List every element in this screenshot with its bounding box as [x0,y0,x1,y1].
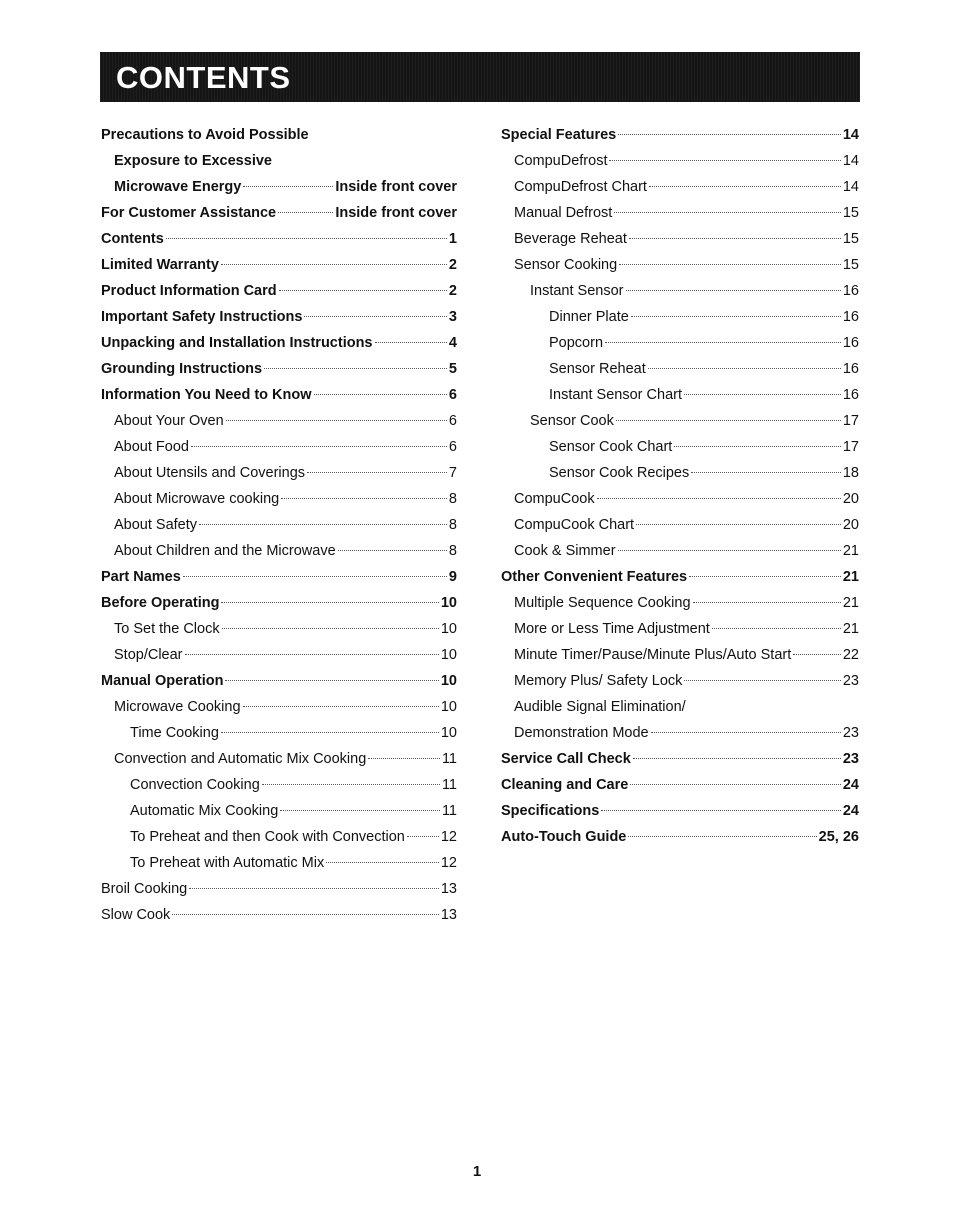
toc-entry-title: Sensor Reheat [549,361,646,377]
toc-entry-title: Beverage Reheat [514,231,627,247]
toc-entry [101,720,457,746]
toc-entry [101,642,457,668]
toc-entry-page: 3 [448,309,457,325]
toc-entry-title: About Safety [114,517,198,533]
toc-entry [501,408,859,434]
dot-leader [221,732,439,733]
dot-leader [278,212,333,213]
toc-entry-page: 20 [842,491,859,507]
toc-entry-page: 8 [448,543,457,559]
toc-entry-page: 15 [842,231,859,247]
toc-entry [501,616,859,642]
dot-leader [368,758,440,759]
toc-entry [501,122,859,148]
dot-leader [281,498,447,499]
toc-column-right [501,122,859,850]
dot-leader [407,836,439,837]
dot-leader [689,576,841,577]
toc-entry-page: 5 [448,361,457,377]
dot-leader [307,472,447,473]
toc-entry [101,148,457,174]
toc-entry [101,460,457,486]
toc-entry-title: Cleaning and Care [501,777,629,793]
toc-entry-page: Inside front cover [335,205,457,221]
toc-entry-title: About Food [114,439,189,455]
toc-entry-page: 13 [440,881,457,897]
toc-entry-page: 14 [842,127,859,143]
toc-entry-page: 10 [440,673,457,689]
toc-entry-page: 15 [842,257,859,273]
toc-entry-title: Contents [101,231,164,247]
toc-entry-page: 18 [842,465,859,481]
toc-entry-page: 12 [440,855,457,871]
dot-leader [191,446,447,447]
toc-entry-page: 21 [842,595,859,611]
toc-entry [501,148,859,174]
toc-entry [501,642,859,668]
toc-entry [101,512,457,538]
toc-entry [501,746,859,772]
toc-entry-title: Sensor Cook Chart [549,439,673,455]
dot-leader [609,160,840,161]
toc-entry-page: 25, 26 [818,829,859,845]
toc-entry [501,590,859,616]
page-number: 1 [472,1163,482,1180]
toc-entry-title: Instant Sensor Chart [549,387,682,403]
toc-entry-title: Stop/Clear [114,647,183,663]
toc-entry-page: 21 [842,543,859,559]
dot-leader [280,810,440,811]
toc-entry-title: Minute Timer/Pause/Minute Plus/Auto Start [514,647,792,663]
toc-entry-title: CompuDefrost [514,153,608,169]
dot-leader [626,290,841,291]
toc-entry-page: 9 [448,569,457,585]
toc-entry-title: Convection and Automatic Mix Cooking [114,751,367,767]
toc-entry [101,278,457,304]
toc-entry-page: 1 [448,231,457,247]
toc-entry-page: 6 [448,387,457,403]
toc-entry-page: 8 [448,491,457,507]
dot-leader [375,342,447,343]
toc-entry [501,824,859,850]
toc-entry-title: For Customer Assistance [101,205,277,221]
toc-entry-title: Audible Signal Elimination/ [514,699,686,715]
dot-leader [636,524,841,525]
toc-entry-title: Instant Sensor [530,283,624,299]
toc-entry-page: 14 [842,153,859,169]
dot-leader [691,472,841,473]
dot-leader [605,342,841,343]
toc-entry-page: 24 [842,803,859,819]
toc-entry-page: 16 [842,309,859,325]
toc-entry [501,694,859,720]
dot-leader [172,914,439,915]
dot-leader [183,576,447,577]
toc-entry-page: 17 [842,439,859,455]
toc-entry-page: 12 [440,829,457,845]
toc-entry [101,200,457,226]
toc-entry-title: Specifications [501,803,600,819]
toc-entry-page: 6 [448,439,457,455]
toc-entry-page: 2 [448,257,457,273]
dot-leader [674,446,841,447]
toc-entry-title: CompuDefrost Chart [514,179,647,195]
toc-entry [101,382,457,408]
toc-entry-title: More or Less Time Adjustment [514,621,710,637]
toc-entry [501,330,859,356]
toc-entry-page: 21 [842,569,859,585]
dot-leader [614,212,841,213]
toc-entry-title: Microwave Cooking [114,699,241,715]
toc-entry-page: 16 [842,361,859,377]
toc-entry-title: About Utensils and Coverings [114,465,306,481]
dot-leader [693,602,841,603]
toc-entry-page: 24 [842,777,859,793]
toc-column-left [101,122,457,928]
toc-entry [101,356,457,382]
dot-leader [243,706,439,707]
toc-entry [501,356,859,382]
toc-entry [101,486,457,512]
dot-leader [649,186,841,187]
toc-entry [101,824,457,850]
toc-entry [101,772,457,798]
toc-entry-page: 17 [842,413,859,429]
toc-entry-title: Automatic Mix Cooking [130,803,279,819]
toc-entry [101,122,457,148]
dot-leader [221,602,438,603]
dot-leader [189,888,439,889]
toc-entry-title: CompuCook Chart [514,517,635,533]
dot-leader [684,394,841,395]
toc-entry-title: Product Information Card [101,283,277,299]
dot-leader [279,290,447,291]
toc-entry-title: Cook & Simmer [514,543,616,559]
toc-entry-page: 10 [440,647,457,663]
toc-entry-title: About Microwave cooking [114,491,280,507]
toc-entry-title: Manual Defrost [514,205,613,221]
toc-entry [501,720,859,746]
toc-entry [101,408,457,434]
toc-entry [101,564,457,590]
toc-entry-page: 21 [842,621,859,637]
dot-leader [712,628,841,629]
dot-leader [628,836,816,837]
toc-entry-title: Convection Cooking [130,777,260,793]
toc-entry-title: About Your Oven [114,413,224,429]
toc-entry-title: Demonstration Mode [514,725,649,741]
toc-entry [101,226,457,252]
toc-entry-page: 20 [842,517,859,533]
toc-entry-title: To Set the Clock [114,621,220,637]
dot-leader [225,680,438,681]
toc-entry-page: 8 [448,517,457,533]
toc-entry [101,434,457,460]
toc-entry-title: Precautions to Avoid Possible [101,127,309,143]
toc-entry [501,278,859,304]
toc-entry [101,694,457,720]
contents-banner [100,52,860,102]
dot-leader [630,784,841,785]
dot-leader [166,238,447,239]
dot-leader [616,420,841,421]
toc-entry [101,330,457,356]
toc-entry [101,304,457,330]
toc-entry [101,902,457,928]
toc-entry [101,616,457,642]
dot-leader [793,654,841,655]
toc-entry-page: 7 [448,465,457,481]
toc-entry-page: 22 [842,647,859,663]
toc-entry-page: 11 [441,803,457,819]
toc-entry [501,434,859,460]
toc-entry-page: Inside front cover [335,179,457,195]
dot-leader [618,550,841,551]
dot-leader [651,732,841,733]
toc-entry [101,174,457,200]
toc-entry-title: Part Names [101,569,181,585]
dot-leader [629,238,841,239]
toc-entry-title: Broil Cooking [101,881,188,897]
dot-leader [631,316,841,317]
toc-entry [501,460,859,486]
toc-entry-page: 10 [440,725,457,741]
toc-entry-title: Sensor Cook Recipes [549,465,690,481]
toc-entry [101,538,457,564]
toc-entry-page: 6 [448,413,457,429]
toc-entry-title: Sensor Cooking [514,257,618,273]
toc-entry-title: Auto-Touch Guide [501,829,627,845]
dot-leader [185,654,439,655]
toc-entry [501,486,859,512]
toc-entry-page: 16 [842,335,859,351]
dot-leader [262,784,440,785]
toc-entry [501,564,859,590]
toc-entry [501,798,859,824]
toc-entry-page: 10 [440,621,457,637]
toc-entry-title: Microwave Energy [114,179,242,195]
toc-entry [101,850,457,876]
toc-entry [101,798,457,824]
toc-entry [501,512,859,538]
dot-leader [243,186,333,187]
toc-entry [101,590,457,616]
toc-entry-title: Information You Need to Know [101,387,312,403]
dot-leader [619,264,841,265]
toc-entry-title: Memory Plus/ Safety Lock [514,673,683,689]
toc-entry-page: 10 [440,699,457,715]
toc-entry-title: Slow Cook [101,907,171,923]
toc-entry-title: To Preheat with Automatic Mix [130,855,325,871]
toc-entry-title: Exposure to Excessive [114,153,272,169]
toc-entry [501,226,859,252]
toc-entry [101,668,457,694]
toc-entry-page: 23 [842,751,859,767]
dot-leader [264,368,447,369]
toc-entry-page: 2 [448,283,457,299]
toc-entry [101,876,457,902]
toc-entry [501,668,859,694]
toc-entry-page: 11 [441,777,457,793]
dot-leader [633,758,841,759]
toc-entry-page: 23 [842,673,859,689]
toc-entry-page: 16 [842,283,859,299]
dot-leader [199,524,447,525]
toc-entry [501,174,859,200]
toc-entry-page: 10 [440,595,457,611]
dot-leader [314,394,447,395]
toc-entry [501,538,859,564]
toc-entry-title: Other Convenient Features [501,569,688,585]
dot-leader [684,680,840,681]
dot-leader [326,862,439,863]
toc-entry-page: 13 [440,907,457,923]
toc-entry-title: Grounding Instructions [101,361,263,377]
page-title: CONTENTS [116,60,291,95]
toc-entry [501,304,859,330]
dot-leader [222,628,439,629]
toc-entry-page: 23 [842,725,859,741]
toc-entry-title: About Children and the Microwave [114,543,336,559]
dot-leader [648,368,841,369]
toc-entry-title: Dinner Plate [549,309,629,325]
toc-entry-title: Time Cooking [130,725,219,741]
toc-entry-title: Unpacking and Installation Instructions [101,335,373,351]
dot-leader [221,264,447,265]
toc-entry [101,252,457,278]
toc-entry [501,200,859,226]
toc-entry [501,252,859,278]
toc-entry-title: To Preheat and then Cook with Convection [130,829,405,845]
dot-leader [226,420,447,421]
toc-entry [501,772,859,798]
toc-entry-title: Manual Operation [101,673,224,689]
toc-entry-page: 11 [441,751,457,767]
toc-entry-title: Special Features [501,127,617,143]
toc-entry-page: 4 [448,335,457,351]
toc-entry-title: Popcorn [549,335,604,351]
dot-leader [338,550,447,551]
toc-entry-title: Before Operating [101,595,220,611]
dot-leader [304,316,447,317]
toc-entry-page: 14 [842,179,859,195]
toc-entry-title: Service Call Check [501,751,631,767]
toc-entry-title: Multiple Sequence Cooking [514,595,691,611]
toc-entry-title: Limited Warranty [101,257,219,273]
toc-entry [101,746,457,772]
toc-entry-page: 15 [842,205,859,221]
dot-leader [618,134,841,135]
toc-entry [501,382,859,408]
toc-entry-title: Important Safety Instructions [101,309,303,325]
dot-leader [597,498,841,499]
dot-leader [601,810,841,811]
toc-entry-title: Sensor Cook [530,413,614,429]
toc-entry-page: 16 [842,387,859,403]
toc-entry-title: CompuCook [514,491,595,507]
